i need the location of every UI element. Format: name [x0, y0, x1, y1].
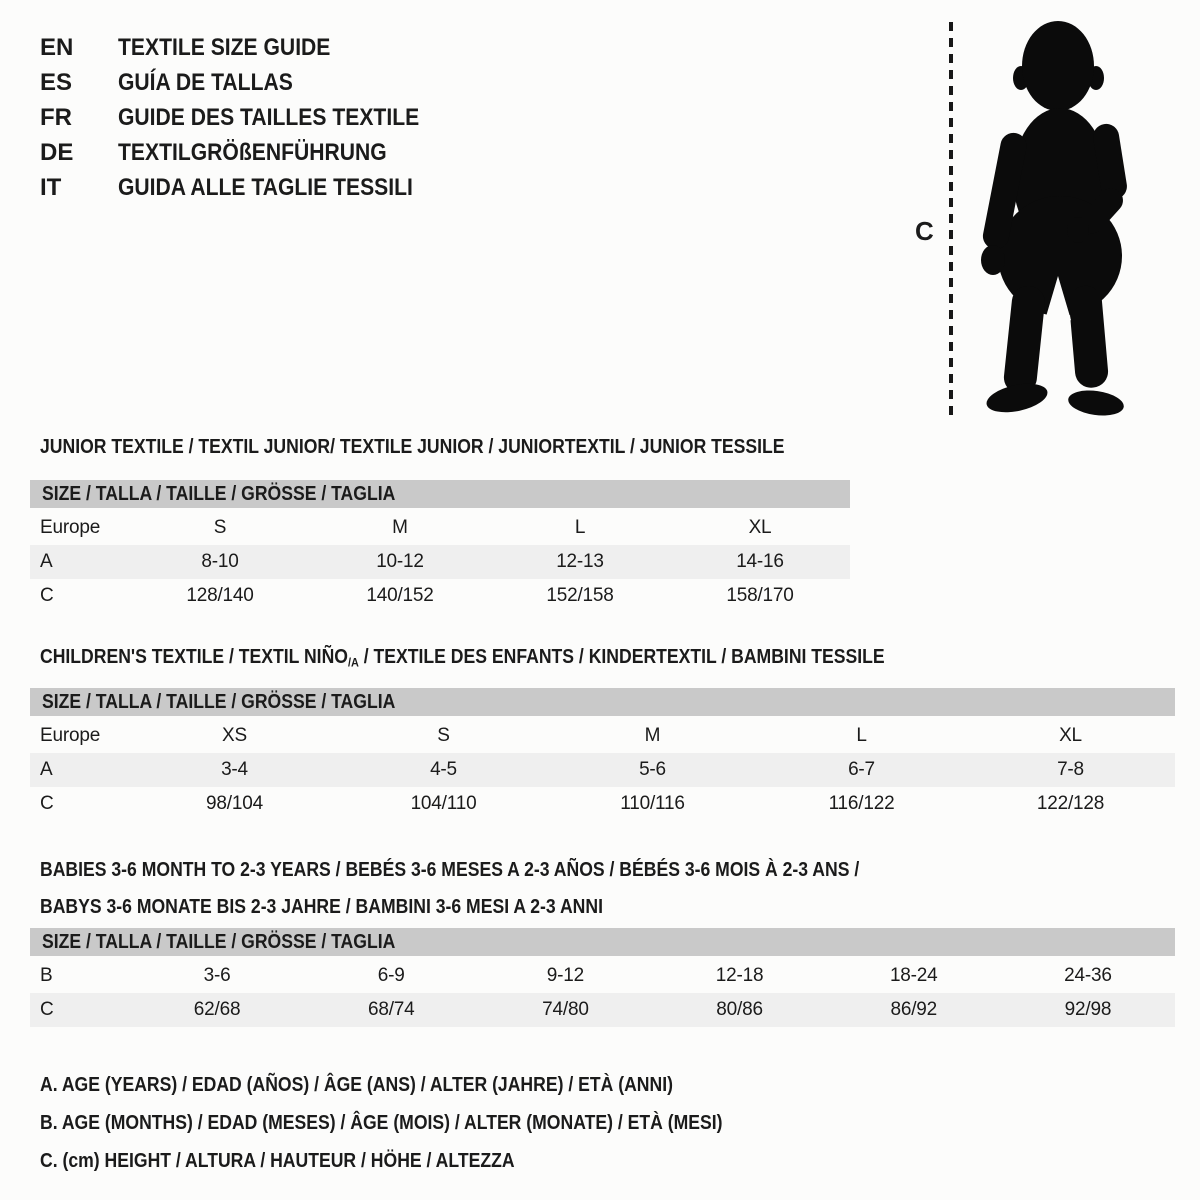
- legend-line-text: A. AGE (YEARS) / EDAD (AÑOS) / ÂGE (ANS) / ALTER (JAHRE) / ETÀ (ANNI): [40, 1074, 673, 1096]
- table-cell: 74/80: [542, 999, 589, 1020]
- table-cell: S: [213, 517, 227, 538]
- children-title-pre: CHILDREN'S TEXTILE / TEXTIL NIÑO: [40, 646, 348, 668]
- language-label: GUIDA ALLE TAGLIE TESSILI: [118, 173, 413, 201]
- baby-silhouette-icon: [965, 18, 1145, 418]
- children-title-post: / TEXTILE DES ENFANTS / KINDERTEXTIL / BAMBINI TESSILE: [358, 646, 885, 668]
- height-measure-dashed-line: [949, 22, 953, 420]
- language-code: FR: [40, 103, 72, 131]
- size-header-text: SIZE / TALLA / TAILLE / GRÖSSE / TAGLIA: [42, 690, 396, 713]
- language-row: [40, 170, 460, 205]
- table-cell: 152/158: [546, 585, 614, 606]
- junior-table-title: [30, 436, 850, 480]
- table-cell: 5-6: [639, 759, 666, 780]
- table-cell: 104/110: [410, 793, 477, 814]
- table-cell: 9-12: [546, 965, 585, 986]
- babies-table-title: [30, 852, 1175, 928]
- table-rows: [30, 511, 850, 613]
- language-label: GUIDE DES TAILLES TEXTILE: [118, 103, 420, 131]
- language-row: [40, 100, 460, 135]
- table-rows: [30, 959, 1175, 1027]
- row-label: C: [40, 585, 54, 606]
- table-row: [30, 787, 1175, 821]
- size-header-bar: [30, 928, 1175, 956]
- language-label: TEXTILGRÖßENFÜHRUNG: [118, 138, 387, 166]
- table-cell: 8-10: [201, 551, 239, 572]
- language-code: EN: [40, 33, 74, 61]
- table-cell: 18-24: [889, 965, 938, 986]
- table-cell: 14-16: [736, 551, 784, 572]
- row-label: C: [40, 999, 54, 1020]
- table-row: [30, 959, 1175, 993]
- legend-line-text: C. (cm) HEIGHT / ALTURA / HAUTEUR / HÖHE / ALTEZZA: [40, 1150, 515, 1172]
- children-table-title: [30, 646, 1175, 688]
- figure-block: [905, 16, 1180, 428]
- table-cell: M: [644, 725, 661, 746]
- table-cell: 12-18: [715, 965, 764, 986]
- table-row: [30, 545, 850, 579]
- table-cell: 62/68: [193, 999, 241, 1020]
- table-cell: M: [392, 517, 408, 538]
- language-list: [40, 30, 460, 205]
- size-header-text: SIZE / TALLA / TAILLE / GRÖSSE / TAGLIA: [42, 930, 396, 953]
- table-cell: S: [437, 725, 450, 746]
- table-cell: 10-12: [376, 551, 424, 572]
- table-cell: 4-5: [430, 759, 457, 780]
- table-cell: 6-7: [848, 759, 875, 780]
- row-label: C: [40, 793, 54, 814]
- table-row: [30, 753, 1175, 787]
- table-cell: 98/104: [206, 793, 263, 814]
- table-cell: L: [856, 725, 867, 746]
- language-label: TEXTILE SIZE GUIDE: [118, 33, 331, 61]
- legend-line: [40, 1104, 816, 1142]
- language-label: GUÍA DE TALLAS: [118, 68, 293, 96]
- table-cell: 24-36: [1064, 965, 1112, 986]
- size-header-text: SIZE / TALLA / TAILLE / GRÖSSE / TAGLIA: [42, 482, 396, 505]
- legend-line: [40, 1142, 816, 1180]
- legend: [40, 1066, 816, 1180]
- table-cell: 110/116: [620, 793, 685, 814]
- table-rows: [30, 719, 1175, 821]
- measure-label-c: C: [915, 216, 934, 246]
- language-row: [40, 30, 460, 65]
- language-code: IT: [40, 173, 62, 201]
- table-row: [30, 511, 850, 545]
- babies-textile-section: [30, 852, 1175, 1027]
- table-cell: 12-13: [556, 551, 604, 572]
- language-row: [40, 135, 460, 170]
- language-code: ES: [40, 68, 73, 96]
- children-title-sub: /A: [347, 655, 359, 670]
- size-header-bar: [30, 480, 850, 508]
- row-label: Europe: [40, 725, 101, 746]
- table-cell: 3-4: [221, 759, 248, 780]
- table-cell: 86/92: [890, 999, 938, 1020]
- language-code: DE: [40, 138, 74, 166]
- table-cell: 3-6: [203, 965, 231, 986]
- junior-textile-section: [30, 436, 850, 613]
- table-cell: 122/128: [1036, 793, 1105, 814]
- table-cell: 158/170: [726, 585, 794, 606]
- row-label: B: [40, 965, 53, 986]
- table-cell: L: [574, 517, 586, 538]
- babies-title-line1: BABIES 3-6 MONTH TO 2-3 YEARS / BEBÉS 3-6 MESES A 2-3 AÑOS / BÉBÉS 3-6 MOIS À 2-3 ANS /: [40, 859, 860, 881]
- table-cell: 80/86: [716, 999, 763, 1020]
- table-cell: 116/122: [828, 793, 895, 814]
- table-cell: XS: [222, 725, 247, 746]
- babies-title-line2: BABYS 3-6 MONATE BIS 2-3 JAHRE / BAMBINI 3-6 MESI A 2-3 ANNI: [40, 896, 603, 918]
- table-cell: 92/98: [1064, 999, 1112, 1020]
- junior-table-title-text: JUNIOR TEXTILE / TEXTIL JUNIOR/ TEXTILE JUNIOR / JUNIORTEXTIL / JUNIOR TESSILE: [40, 436, 785, 458]
- table-cell: 68/74: [367, 999, 415, 1020]
- table-row: [30, 719, 1175, 753]
- table-cell: XL: [1059, 725, 1082, 746]
- language-row: [40, 65, 460, 100]
- table-row: [30, 993, 1175, 1027]
- legend-line: [40, 1066, 816, 1104]
- table-cell: 140/152: [366, 585, 434, 606]
- children-textile-section: [30, 646, 1175, 821]
- row-label: A: [40, 759, 53, 780]
- table-cell: 7-8: [1057, 759, 1084, 780]
- table-cell: 6-9: [377, 965, 405, 986]
- size-header-bar: [30, 688, 1175, 716]
- legend-line-text: B. AGE (MONTHS) / EDAD (MESES) / ÂGE (MOIS) / ALTER (MONATE) / ETÀ (MESI): [40, 1112, 723, 1134]
- table-cell: XL: [748, 517, 772, 538]
- table-row: [30, 579, 850, 613]
- row-label: Europe: [40, 517, 101, 538]
- row-label: A: [40, 551, 53, 572]
- table-cell: 128/140: [186, 585, 254, 606]
